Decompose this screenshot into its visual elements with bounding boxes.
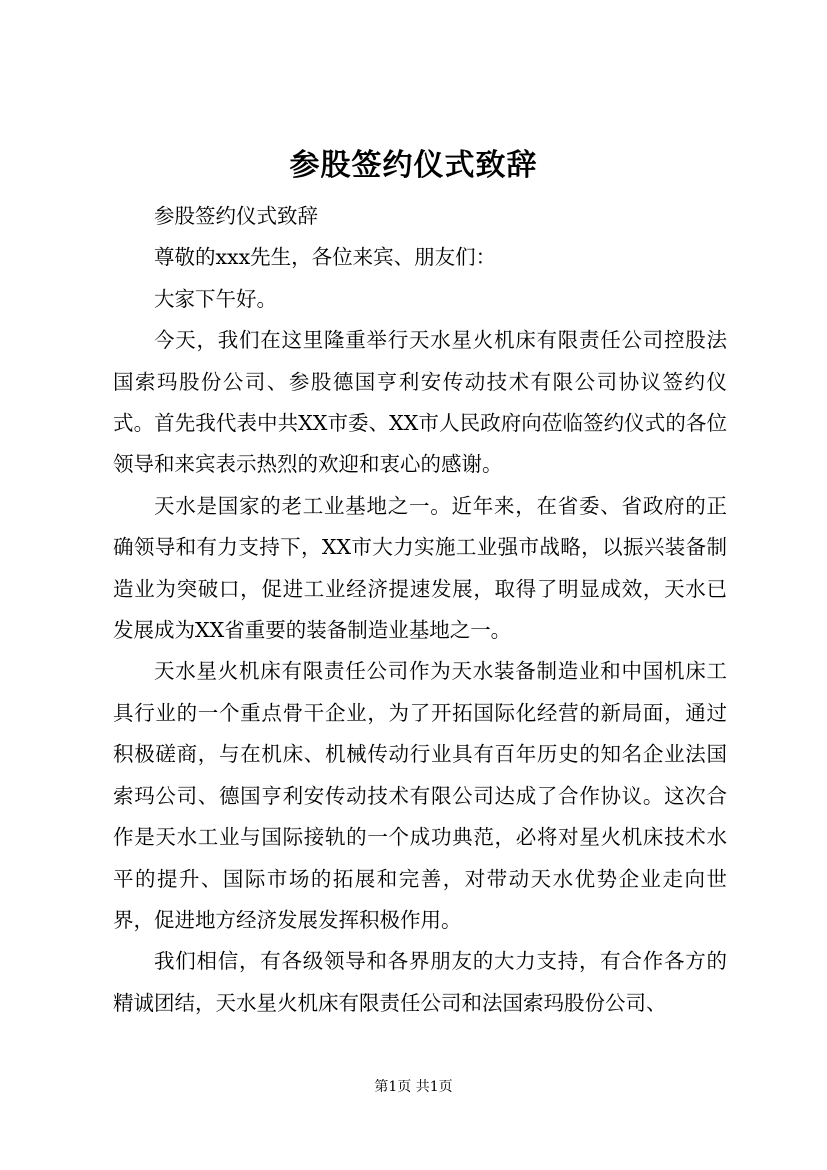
paragraph-company-cooperation: 天水星火机床有限责任公司作为天水装备制造业和中国机床工具行业的一个重点骨干企业，为了开拓国际化经营的新局面，通过积极磋商，与在机床、机械传动行业具有百年历史的知名企业法国索玛公司、德国亨利安传动技术有限公司达成了合作协议。这次合作是天水工业与国际接轨的一个成功典范，必将对星火机床技术水平的提升、国际市场的拓展和完善，对带动天水优势企业走向世界，促进地方经济发展发挥积极作用。	[113, 659, 727, 932]
page-footer: 第1页 共1页	[374, 1079, 453, 1095]
paragraph-greeting: 大家下午好。	[154, 286, 277, 311]
paragraph-closing: 我们相信，有各级领导和各界朋友的大力支持，有合作各方的精诚团结，天水星火机床有限责任公司和法国索玛股份公司、	[113, 949, 727, 1015]
paragraph-salutation: 尊敬的xxx先生，各位来宾、朋友们：	[154, 245, 497, 270]
paragraph-opening: 今天，我们在这里隆重举行天水星火机床有限责任公司控股法国索玛股份公司、参股德国亨利安传动技术有限公司协议签约仪式。首先我代表中共XX市委、XX市人民政府向莅临签约仪式的各位领导和来宾表示热烈的欢迎和衷心的感谢。	[113, 328, 727, 477]
document-body	[113, 196, 727, 1024]
paragraph-heading: 参股签约仪式致辞	[154, 204, 318, 228]
document-title: 参股签约仪式致辞	[289, 148, 538, 183]
paragraph-city-background: 天水是国家的老工业基地之一。近年来，在省委、省政府的正确领导和有力支持下，XX市大力实施工业强市战略，以振兴装备制造业为突破口，促进工业经济提速发展，取得了明显成效，天水已发展成为XX省重要的装备制造业基地之一。	[113, 493, 727, 643]
